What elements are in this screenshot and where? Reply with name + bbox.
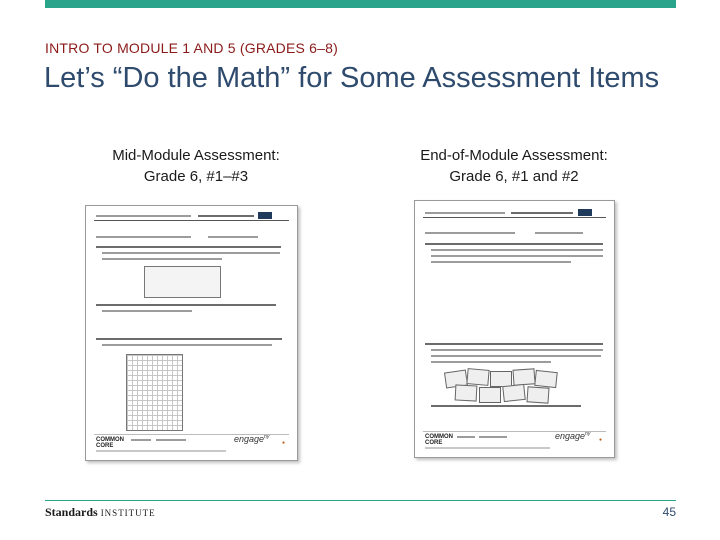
left-caption bbox=[66, 145, 326, 187]
worksheet-footer-text bbox=[425, 447, 550, 449]
worksheet-card-image bbox=[466, 368, 489, 386]
worksheet-header-text bbox=[425, 212, 505, 214]
footer-rule bbox=[45, 500, 676, 501]
right-caption-line1: End-of-Module Assessment: bbox=[420, 147, 608, 164]
standards-institute-logo bbox=[45, 505, 156, 520]
page-number: 45 bbox=[662, 505, 676, 519]
worksheet-footer-text bbox=[131, 439, 151, 441]
worksheet-date-line bbox=[208, 236, 258, 238]
worksheet-text-line bbox=[102, 310, 192, 312]
right-caption bbox=[384, 145, 644, 187]
logo-word-institute: INSTITUTE bbox=[100, 508, 156, 518]
end-of-module-worksheet-thumbnail bbox=[414, 200, 615, 458]
top-accent-bar bbox=[45, 0, 676, 8]
worksheet-text-line bbox=[102, 258, 222, 260]
common-core-logo: COMMON CORE bbox=[425, 434, 453, 446]
worksheet-text-line bbox=[431, 361, 551, 363]
worksheet-text-line bbox=[431, 255, 603, 257]
logo-word-standards: Standards bbox=[45, 505, 98, 519]
worksheet-card-image bbox=[479, 387, 501, 403]
engageny-logo: engage$^{ny}$ bbox=[555, 431, 591, 441]
worksheet-text-line bbox=[431, 349, 603, 351]
worksheet-text-line bbox=[96, 338, 282, 340]
worksheet-text-line bbox=[431, 405, 581, 407]
worksheet-card-image bbox=[526, 386, 549, 403]
worksheet-page-marker: ● bbox=[282, 440, 286, 446]
common-core-logo: COMMON CORE bbox=[96, 437, 124, 449]
worksheet-text-line bbox=[431, 249, 603, 251]
worksheet-footer-text bbox=[156, 439, 186, 441]
worksheet-graph-grid bbox=[126, 354, 183, 431]
worksheet-text-line bbox=[425, 243, 603, 245]
worksheet-header-title bbox=[198, 215, 254, 217]
slide-title: Let’s “Do the Math” for Some Assessment Items bbox=[44, 62, 660, 94]
worksheet-page-marker: ● bbox=[599, 437, 603, 443]
worksheet-header-tag bbox=[578, 209, 592, 216]
worksheet-text-line bbox=[431, 261, 571, 263]
right-caption-line2: Grade 6, #1 and #2 bbox=[449, 168, 579, 185]
worksheet-footer-text bbox=[479, 436, 507, 438]
worksheet-header-rule bbox=[94, 220, 289, 221]
worksheet-footer-text bbox=[96, 450, 226, 452]
worksheet-card-image bbox=[534, 370, 558, 388]
mid-module-worksheet-thumbnail bbox=[85, 205, 298, 461]
worksheet-card-image bbox=[502, 384, 526, 402]
left-caption-line2: Grade 6, #1–#3 bbox=[143, 168, 249, 185]
worksheet-text-line bbox=[431, 355, 601, 357]
worksheet-header-tag bbox=[258, 212, 272, 219]
worksheet-text-line bbox=[425, 343, 603, 345]
worksheet-text-line bbox=[102, 344, 272, 346]
worksheet-date-line bbox=[535, 232, 583, 234]
worksheet-card-image bbox=[455, 384, 478, 401]
worksheet-table bbox=[144, 266, 221, 298]
worksheet-header-text bbox=[96, 215, 191, 217]
worksheet-header-rule bbox=[423, 217, 606, 218]
worksheet-text-line bbox=[96, 304, 276, 306]
worksheet-name-line bbox=[425, 232, 515, 234]
left-caption-line1: Mid-Module Assessment: bbox=[112, 147, 280, 164]
worksheet-text-line bbox=[96, 246, 281, 248]
worksheet-name-line bbox=[96, 236, 191, 238]
engageny-logo: engage$^{ny}$ bbox=[234, 434, 270, 444]
worksheet-footer-text bbox=[457, 436, 475, 438]
worksheet-header-title bbox=[511, 212, 573, 214]
slide-kicker: INTRO TO MODULE 1 AND 5 (GRADES 6–8) bbox=[45, 40, 338, 56]
worksheet-text-line bbox=[102, 252, 280, 254]
